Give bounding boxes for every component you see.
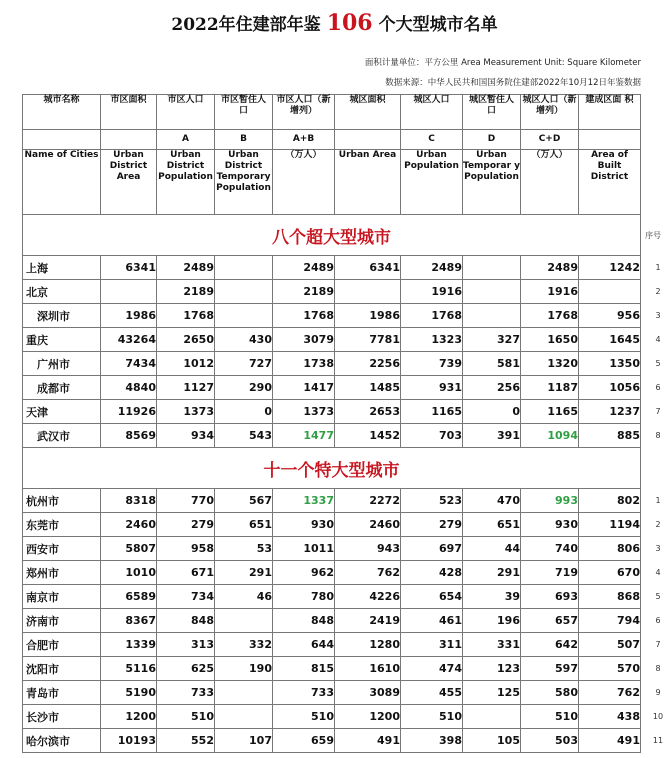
data-cell: 727 [215,352,273,376]
data-cell: 4840 [101,376,157,400]
table-row [23,280,641,304]
data-cell: 1237 [579,400,641,424]
data-cell: 802 [579,489,641,513]
data-cell: 510 [273,705,335,729]
data-cell: 1916 [521,280,579,304]
header-cell: 城区人口 [401,95,463,130]
table-row [23,489,641,513]
data-cell: 7434 [101,352,157,376]
data-cell: 2256 [335,352,401,376]
city-name: 合肥市 [23,633,101,657]
data-cell [335,280,401,304]
data-cell: 2272 [335,489,401,513]
source-note: 数据来源：中华人民共和国国务院住建部2022年10月12日年鉴数据 [385,78,641,88]
data-cell: 543 [215,424,273,448]
data-cell: 1350 [579,352,641,376]
data-cell: 659 [273,729,335,753]
city-name: 重庆 [23,328,101,352]
seq-number: 5 [655,358,661,368]
data-cell: 3079 [273,328,335,352]
header-cell: Name of Cities [23,150,101,215]
data-cell: 580 [521,681,579,705]
data-cell: 671 [157,561,215,585]
header-cell: 建成区面 积 [579,95,641,130]
data-cell: 279 [157,513,215,537]
data-cell: 570 [579,657,641,681]
data-cell [215,256,273,280]
data-cell: 1452 [335,424,401,448]
data-cell: 4226 [335,585,401,609]
header-cell: C+D [521,130,579,150]
data-cell: 510 [521,705,579,729]
table-row [23,352,641,376]
data-cell: 105 [463,729,521,753]
data-cell: 642 [521,633,579,657]
data-cell: 651 [463,513,521,537]
section-title: 八个超大型城市 [23,215,641,256]
data-cell: 868 [579,585,641,609]
seq-number: 3 [655,543,661,553]
data-cell: 2650 [157,328,215,352]
data-cell [215,609,273,633]
table-row [23,633,641,657]
data-cell: 6589 [101,585,157,609]
data-cell: 670 [579,561,641,585]
seq-number: 3 [655,310,661,320]
data-cell [463,280,521,304]
header-cell: C [401,130,463,150]
data-cell: 651 [215,513,273,537]
data-cell: 523 [401,489,463,513]
seq-number: 10 [652,711,664,721]
header-cell [579,130,641,150]
data-cell: 1012 [157,352,215,376]
data-cell: 734 [157,585,215,609]
header-cell: Urban Population [401,150,463,215]
data-cell: 1339 [101,633,157,657]
header-cell [101,130,157,150]
data-cell: 1768 [521,304,579,328]
data-cell [215,681,273,705]
data-cell: 53 [215,537,273,561]
data-cell: 44 [463,537,521,561]
data-cell: 962 [273,561,335,585]
data-cell: 943 [335,537,401,561]
data-cell: 657 [521,609,579,633]
data-cell: 1485 [335,376,401,400]
data-cell: 625 [157,657,215,681]
city-name: 济南市 [23,609,101,633]
data-cell: 313 [157,633,215,657]
seq-number: 4 [655,334,661,344]
data-cell: 552 [157,729,215,753]
data-cell [463,256,521,280]
data-cell: 190 [215,657,273,681]
data-cell: 1337 [273,489,335,513]
data-cell: 39 [463,585,521,609]
header-cell: 市区人口（新增列） [273,95,335,130]
data-cell: 10193 [101,729,157,753]
data-cell: 567 [215,489,273,513]
data-cell: 6341 [101,256,157,280]
data-cell: 507 [579,633,641,657]
data-cell: 510 [401,705,463,729]
data-cell: 806 [579,537,641,561]
data-cell: 2460 [101,513,157,537]
data-cell: 1094 [521,424,579,448]
header-cell: 城市名称 [23,95,101,130]
data-cell: 0 [463,400,521,424]
title-number: 106 [326,10,373,36]
table-row [23,729,641,753]
data-cell: 2489 [273,256,335,280]
data-cell: 438 [579,705,641,729]
data-cell: 1738 [273,352,335,376]
data-cell: 644 [273,633,335,657]
city-name: 哈尔滨市 [23,729,101,753]
data-cell: 740 [521,537,579,561]
seq-number: 5 [655,591,661,601]
data-cell: 1768 [273,304,335,328]
unit-note: 面积计量单位：平方公里 Area Measurement Unit: Square Kilometer [364,58,641,68]
data-cell: 290 [215,376,273,400]
header-cell: Urban District Temporary Population [215,150,273,215]
data-cell: 123 [463,657,521,681]
data-cell: 762 [335,561,401,585]
title-suffix: 个大型城市名单 [378,15,498,35]
data-cell: 1610 [335,657,401,681]
data-cell: 391 [463,424,521,448]
data-cell: 780 [273,585,335,609]
data-cell: 2489 [401,256,463,280]
data-cell: 1200 [101,705,157,729]
header-cell [23,130,101,150]
data-cell: 993 [521,489,579,513]
seq-number: 2 [655,519,661,529]
seq-number: 7 [655,406,661,416]
data-cell: 1242 [579,256,641,280]
data-cell: 474 [401,657,463,681]
data-cell [463,705,521,729]
data-cell: 930 [273,513,335,537]
city-name: 深圳市 [23,304,101,328]
data-cell [215,280,273,304]
data-cell: 398 [401,729,463,753]
data-cell: 597 [521,657,579,681]
table-row [23,304,641,328]
data-cell: 1011 [273,537,335,561]
data-cell: 470 [463,489,521,513]
header-cell: Urban District Population [157,150,215,215]
data-cell: 46 [215,585,273,609]
data-cell: 958 [157,537,215,561]
table-row [23,537,641,561]
header-row1 [23,95,641,130]
section-title: 十一个特大型城市 [23,448,641,489]
data-cell: 0 [215,400,273,424]
data-cell: 733 [157,681,215,705]
data-cell [101,280,157,304]
data-cell: 2189 [157,280,215,304]
seq-number: 6 [655,615,661,625]
data-cell: 430 [215,328,273,352]
data-cell: 331 [463,633,521,657]
data-cell: 1768 [157,304,215,328]
data-cell: 196 [463,609,521,633]
header-cell: Urban Area [335,150,401,215]
data-cell: 733 [273,681,335,705]
data-cell [215,705,273,729]
data-cell: 107 [215,729,273,753]
header-cell: 市区面积 [101,95,157,130]
header-cell: Area of Built District [579,150,641,215]
data-cell: 885 [579,424,641,448]
city-name: 上海 [23,256,101,280]
page-title [0,10,669,36]
data-cell: 1194 [579,513,641,537]
data-cell: 43264 [101,328,157,352]
data-cell: 2489 [521,256,579,280]
city-name: 北京 [23,280,101,304]
data-cell: 491 [579,729,641,753]
header-cell: 市区暂住人 口 [215,95,273,130]
seq-number: 9 [655,687,661,697]
seq-header: 序号 [645,231,661,240]
data-cell: 510 [157,705,215,729]
header-cell: （万人） [521,150,579,215]
table-row [23,585,641,609]
table-row [23,400,641,424]
data-cell: 1477 [273,424,335,448]
data-cell: 815 [273,657,335,681]
table-row [23,328,641,352]
data-cell: 703 [401,424,463,448]
section-row [23,215,641,256]
header-cell: Urban Temporar y Population [463,150,521,215]
data-cell: 8318 [101,489,157,513]
data-cell: 1165 [401,400,463,424]
data-cell: 934 [157,424,215,448]
city-name: 郑州市 [23,561,101,585]
table-row [23,705,641,729]
header-cell: 城区面积 [335,95,401,130]
header-cell: D [463,130,521,150]
table-row [23,681,641,705]
header-cell: Urban District Area [101,150,157,215]
data-cell: 719 [521,561,579,585]
data-cell [463,304,521,328]
table-row [23,424,641,448]
data-cell: 327 [463,328,521,352]
table-row [23,256,641,280]
table-row [23,609,641,633]
data-cell: 956 [579,304,641,328]
seq-number: 1 [655,262,661,272]
header-cell: A [157,130,215,150]
title-year: 2022年住建部年鉴 [171,15,321,35]
city-name: 长沙市 [23,705,101,729]
table-row [23,513,641,537]
data-cell: 5190 [101,681,157,705]
data-cell: 848 [157,609,215,633]
data-cell: 2653 [335,400,401,424]
header-cell: 城区人口（新增列） [521,95,579,130]
data-cell: 11926 [101,400,157,424]
city-name: 西安市 [23,537,101,561]
data-cell: 1417 [273,376,335,400]
data-cell: 1165 [521,400,579,424]
data-cell: 697 [401,537,463,561]
data-cell: 1187 [521,376,579,400]
city-table [22,94,641,753]
data-cell: 291 [463,561,521,585]
header-cell: 市区人口 [157,95,215,130]
data-cell: 1650 [521,328,579,352]
data-cell: 930 [521,513,579,537]
table-row [23,657,641,681]
section-row [23,448,641,489]
data-cell: 428 [401,561,463,585]
city-name: 成都市 [23,376,101,400]
seq-number: 2 [655,286,661,296]
seq-number: 1 [655,495,661,505]
seq-number: 8 [655,430,661,440]
data-cell: 1373 [157,400,215,424]
data-cell: 461 [401,609,463,633]
data-cell: 1645 [579,328,641,352]
data-cell: 8569 [101,424,157,448]
header-cell: 城区暂住人 口 [463,95,521,130]
data-cell: 491 [335,729,401,753]
data-cell: 455 [401,681,463,705]
data-cell: 1323 [401,328,463,352]
data-cell: 7781 [335,328,401,352]
data-cell: 125 [463,681,521,705]
header-cell: A+B [273,130,335,150]
data-cell [215,304,273,328]
city-name: 广州市 [23,352,101,376]
header-row3 [23,150,641,215]
data-cell: 931 [401,376,463,400]
data-cell: 3089 [335,681,401,705]
seq-number: 11 [652,735,664,745]
data-cell: 1768 [401,304,463,328]
data-cell: 279 [401,513,463,537]
data-cell: 5116 [101,657,157,681]
seq-number: 6 [655,382,661,392]
data-cell: 794 [579,609,641,633]
data-cell: 1320 [521,352,579,376]
data-cell: 762 [579,681,641,705]
city-name: 青岛市 [23,681,101,705]
data-cell: 332 [215,633,273,657]
data-cell: 256 [463,376,521,400]
header-cell [335,130,401,150]
data-cell: 1986 [101,304,157,328]
data-cell: 2489 [157,256,215,280]
city-name: 南京市 [23,585,101,609]
data-cell: 1280 [335,633,401,657]
city-name: 武汉市 [23,424,101,448]
city-name: 东莞市 [23,513,101,537]
seq-number: 8 [655,663,661,673]
data-cell: 848 [273,609,335,633]
data-cell: 654 [401,585,463,609]
data-cell: 503 [521,729,579,753]
seq-number: 4 [655,567,661,577]
table-row [23,561,641,585]
data-cell: 1056 [579,376,641,400]
data-cell: 1127 [157,376,215,400]
data-cell: 2189 [273,280,335,304]
data-cell: 693 [521,585,579,609]
header-cell: B [215,130,273,150]
data-cell: 1373 [273,400,335,424]
data-cell: 311 [401,633,463,657]
data-cell: 739 [401,352,463,376]
city-name: 天津 [23,400,101,424]
data-cell: 6341 [335,256,401,280]
data-cell: 1200 [335,705,401,729]
data-cell: 770 [157,489,215,513]
data-cell: 2460 [335,513,401,537]
data-cell: 581 [463,352,521,376]
data-cell: 5807 [101,537,157,561]
data-cell: 8367 [101,609,157,633]
data-cell: 1010 [101,561,157,585]
data-cell: 291 [215,561,273,585]
header-row2 [23,130,641,150]
header-cell: （万人） [273,150,335,215]
data-cell: 1916 [401,280,463,304]
table-row [23,376,641,400]
data-cell: 1986 [335,304,401,328]
data-cell: 2419 [335,609,401,633]
seq-number: 7 [655,639,661,649]
city-name: 杭州市 [23,489,101,513]
data-cell [579,280,641,304]
city-name: 沈阳市 [23,657,101,681]
